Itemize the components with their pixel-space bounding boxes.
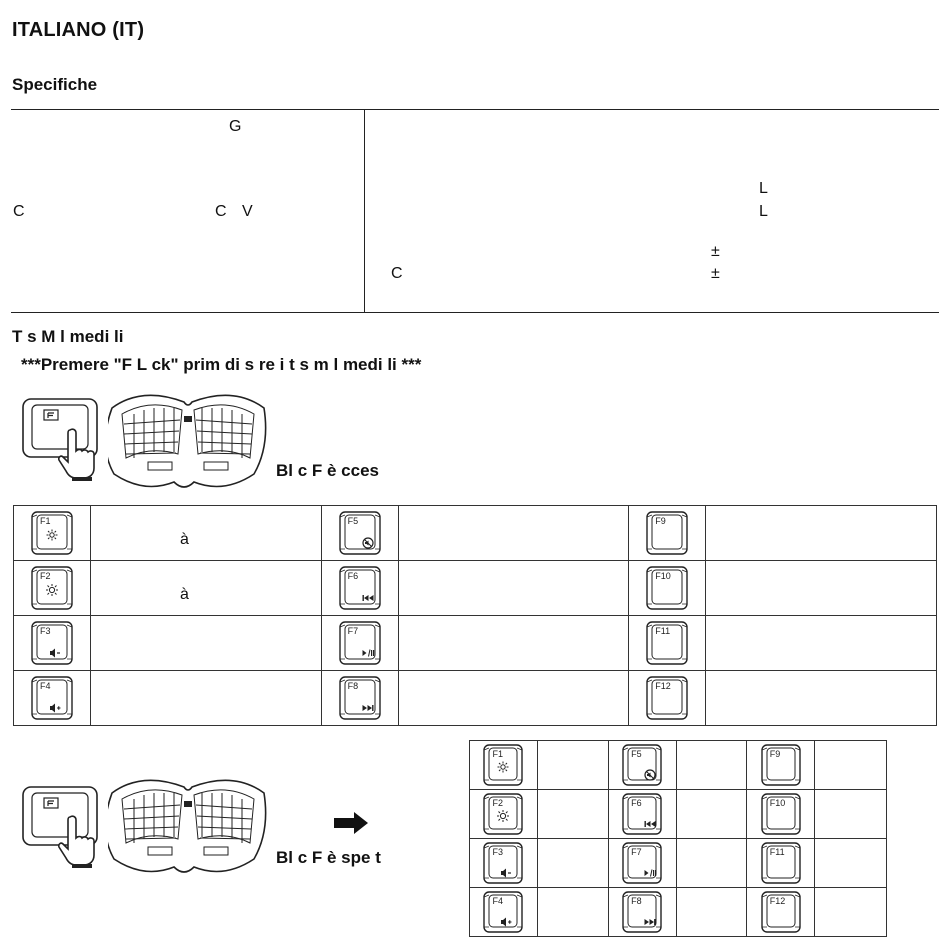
key-description-cell — [815, 839, 887, 888]
ergonomic-keyboard-icon — [108, 773, 268, 882]
spec-fragment: G — [229, 118, 242, 135]
key-cell — [14, 561, 91, 616]
key-description-cell — [676, 790, 747, 839]
key-cell — [14, 506, 91, 561]
key-label: F4 — [492, 896, 503, 906]
multimedia-note: ***Premere "F L ck" prim di s re i t s m l medi li *** — [21, 355, 422, 374]
keycap-f3 — [31, 621, 73, 665]
multimedia-title: T s M l medi li — [12, 327, 124, 346]
key-cell — [747, 741, 815, 790]
key-description-cell — [706, 616, 937, 671]
key-label: F10 — [655, 571, 671, 581]
key-cell — [608, 839, 676, 888]
table-row — [470, 741, 887, 790]
spec-fragment: L — [759, 180, 768, 197]
keycap-f10 — [646, 566, 688, 610]
table-row — [14, 671, 937, 726]
key-label: F11 — [655, 626, 671, 636]
key-label: F3 — [39, 626, 51, 636]
keycap-f6 — [339, 566, 381, 610]
keycap-f7 — [339, 621, 381, 665]
keycap-f2 — [483, 793, 523, 835]
spec-fragment: C — [13, 203, 25, 220]
key-description-cell — [398, 671, 629, 726]
key-cell — [629, 671, 706, 726]
spec-fragment: ± — [711, 243, 720, 260]
key-description-cell — [676, 888, 747, 937]
key-label: F9 — [655, 516, 666, 526]
specs-divider — [364, 110, 365, 312]
spec-fragment: C — [215, 203, 227, 220]
key-label: F1 — [39, 516, 51, 526]
key-cell — [470, 839, 538, 888]
key-label: F6 — [631, 798, 642, 808]
key-label: F5 — [631, 749, 642, 759]
key-label: F6 — [347, 571, 359, 581]
key-label: F9 — [769, 749, 781, 759]
right-arrow-icon — [334, 812, 368, 839]
key-cell — [321, 561, 398, 616]
specs-title: Specifiche — [12, 75, 98, 94]
table-row — [470, 888, 887, 937]
fn-key-table — [13, 505, 937, 726]
key-cell — [470, 888, 538, 937]
key-cell — [470, 741, 538, 790]
keycap-f4 — [31, 676, 73, 720]
key-label: F1 — [492, 749, 503, 759]
key-label: F10 — [769, 798, 786, 808]
key-description-cell — [537, 790, 608, 839]
key-cell — [321, 671, 398, 726]
key-description-cell — [815, 888, 887, 937]
key-description-cell — [676, 741, 747, 790]
table-row — [14, 506, 937, 561]
keycap-f8 — [339, 676, 381, 720]
key-description-cell — [90, 561, 321, 616]
key-description: à — [179, 531, 189, 548]
table-row — [14, 616, 937, 671]
keycap-f1 — [31, 511, 73, 555]
spec-fragment: V — [242, 203, 253, 220]
key-description: à — [179, 586, 189, 603]
key-description-cell — [706, 561, 937, 616]
key-cell — [747, 790, 815, 839]
key-description-cell — [706, 671, 937, 726]
key-cell — [470, 790, 538, 839]
key-label: F2 — [492, 798, 503, 808]
key-cell — [321, 506, 398, 561]
table-row — [470, 839, 887, 888]
key-cell — [629, 561, 706, 616]
key-cell — [608, 741, 676, 790]
keycap-f2 — [31, 566, 73, 610]
key-label: F2 — [39, 571, 51, 581]
keycap-f10 — [761, 793, 801, 835]
keycap-f11 — [761, 842, 801, 884]
keycap-f7 — [622, 842, 662, 884]
keycap-f5 — [339, 511, 381, 555]
keycap-f6 — [622, 793, 662, 835]
key-label: F3 — [492, 847, 503, 857]
key-label: F7 — [631, 847, 642, 857]
keycap-f9 — [646, 511, 688, 555]
keycap-f3 — [483, 842, 523, 884]
key-cell — [747, 888, 815, 937]
key-cell — [14, 671, 91, 726]
key-description-cell — [676, 839, 747, 888]
key-cell — [608, 790, 676, 839]
key-description-cell — [90, 671, 321, 726]
lock-off-label: Bl c F è spe t — [276, 848, 381, 867]
keycap-f8 — [622, 891, 662, 933]
key-description-cell — [815, 790, 887, 839]
table-row — [470, 790, 887, 839]
spec-fragment: L — [759, 203, 768, 220]
pointing-hand-icon — [58, 815, 100, 874]
lock-on-label: Bl c F è cces — [276, 461, 380, 480]
key-description-cell — [537, 839, 608, 888]
keycap-f12 — [761, 891, 801, 933]
key-description-cell — [398, 616, 629, 671]
fn-key-table-secondary — [469, 740, 887, 937]
specs-table — [11, 109, 939, 313]
key-label: F12 — [655, 681, 671, 691]
keycap-f11 — [646, 621, 688, 665]
key-label: F8 — [347, 681, 359, 691]
page-title: ITALIANO (IT) — [12, 19, 145, 41]
pointing-hand-icon — [58, 428, 100, 487]
key-label: F7 — [347, 626, 359, 636]
key-description-cell — [398, 506, 629, 561]
keycap-f9 — [761, 744, 801, 786]
keycap-f5 — [622, 744, 662, 786]
key-cell — [747, 839, 815, 888]
key-description-cell — [90, 506, 321, 561]
key-cell — [629, 616, 706, 671]
key-label: F5 — [347, 516, 359, 526]
spec-fragment: ± — [711, 265, 720, 282]
spec-fragment: C — [391, 265, 403, 282]
key-cell — [629, 506, 706, 561]
key-cell — [608, 888, 676, 937]
key-cell — [321, 616, 398, 671]
keycap-f1 — [483, 744, 523, 786]
key-label: F12 — [769, 896, 786, 906]
key-label: F4 — [39, 681, 51, 691]
key-description-cell — [537, 741, 608, 790]
key-description-cell — [706, 506, 937, 561]
key-cell — [14, 616, 91, 671]
key-description-cell — [815, 741, 887, 790]
ergonomic-keyboard-icon — [108, 388, 268, 497]
key-label: F11 — [769, 847, 785, 857]
table-row — [14, 561, 937, 616]
key-description-cell — [537, 888, 608, 937]
key-description-cell — [398, 561, 629, 616]
key-label: F8 — [631, 896, 642, 906]
keycap-f12 — [646, 676, 688, 720]
keycap-f4 — [483, 891, 523, 933]
key-description-cell — [90, 616, 321, 671]
